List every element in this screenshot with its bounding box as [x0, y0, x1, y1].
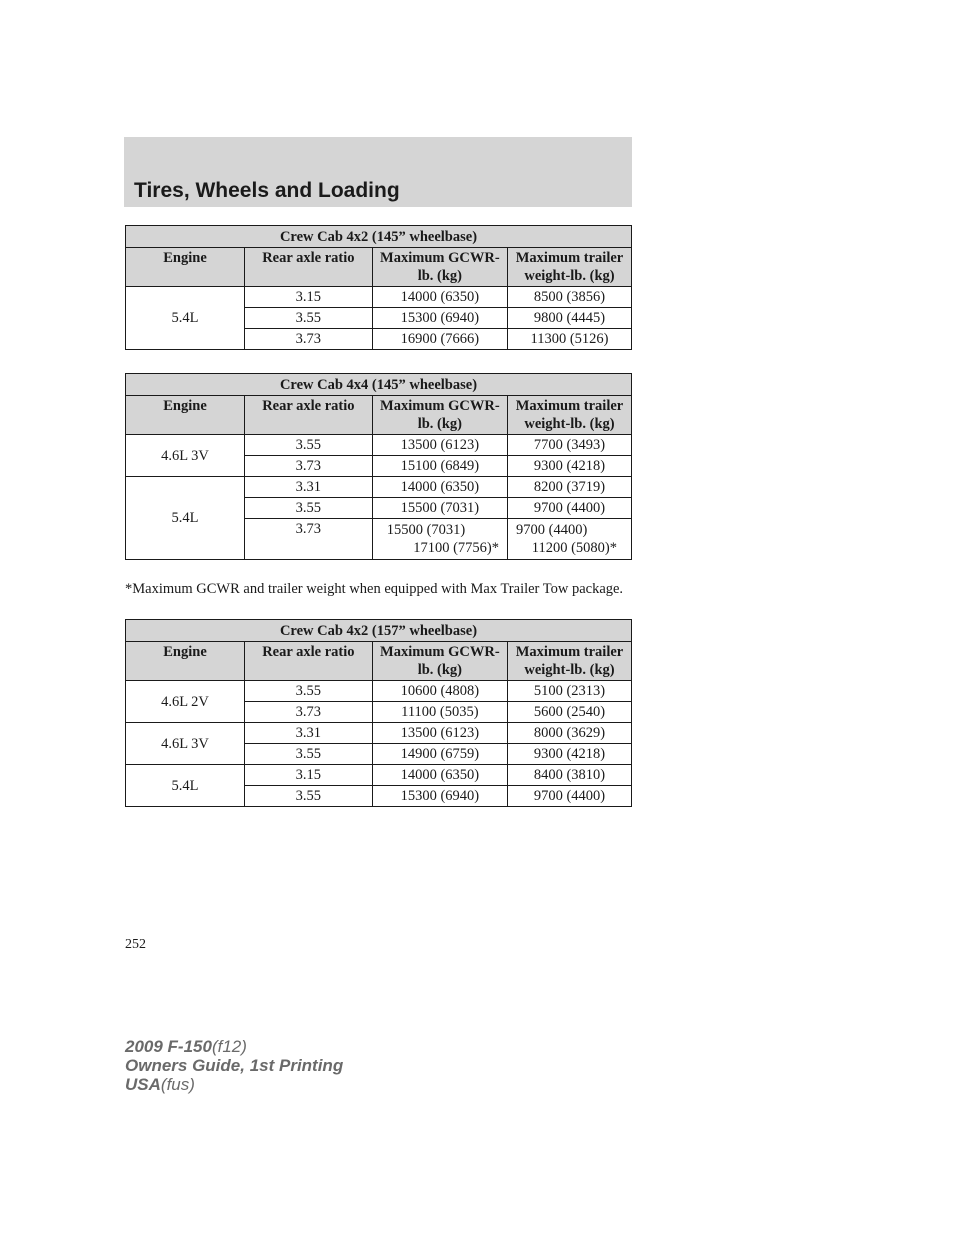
axle-ratio-cell: 3.73 — [245, 519, 373, 560]
gcwr-cell: 10600 (4808) — [372, 681, 507, 702]
axle-ratio-cell: 3.73 — [245, 456, 373, 477]
axle-ratio-cell: 3.55 — [245, 681, 373, 702]
trailer-weight-cell: 11300 (5126) — [508, 329, 632, 350]
column-header-engine: Engine — [126, 642, 245, 681]
column-header-axle-ratio: Rear axle ratio — [245, 248, 373, 287]
table-title: Crew Cab 4x2 (145” wheelbase) — [126, 226, 632, 248]
trailer-weight-cell — [508, 519, 632, 560]
gcwr-cell: 11100 (5035) — [372, 702, 507, 723]
footer-market: USA — [125, 1075, 161, 1094]
trailer-weight-cell: 9300 (4218) — [508, 744, 632, 765]
axle-ratio-cell: 3.55 — [245, 786, 373, 807]
gcwr-cell: 15300 (6940) — [372, 786, 507, 807]
gcwr-max-trailer-tow: 17100 (7756)* — [413, 540, 499, 556]
gcwr-standard: 15500 (7031) — [386, 522, 466, 538]
gcwr-cell: 15100 (6849) — [372, 456, 507, 477]
trailer-weight-cell: 9700 (4400) — [508, 498, 632, 519]
trailer-weight-cell: 7700 (3493) — [508, 435, 632, 456]
footnote: *Maximum GCWR and trailer weight when equipped with Max Trailer Tow package. — [125, 581, 624, 597]
section-header-band — [124, 137, 632, 207]
gcwr-cell: 14900 (6759) — [372, 744, 507, 765]
column-header-axle-ratio: Rear axle ratio — [245, 642, 373, 681]
table-row — [126, 723, 632, 744]
trailer-weight-max-trailer-tow: 11200 (5080)* — [531, 540, 617, 556]
footer-market-code: (fus) — [160, 1075, 195, 1094]
footer-model: 2009 F-150 — [125, 1037, 212, 1056]
footer-guide: Owners Guide, 1st Printing — [125, 1056, 344, 1075]
section-title: Tires, Wheels and Loading — [134, 179, 400, 202]
table-row — [126, 435, 632, 456]
table-row — [126, 477, 632, 498]
towing-table-crew-cab-4x2-145 — [125, 225, 632, 350]
gcwr-cell: 14000 (6350) — [372, 477, 507, 498]
engine-cell: 5.4L — [126, 477, 245, 560]
axle-ratio-cell: 3.15 — [245, 765, 373, 786]
column-header-engine: Engine — [126, 396, 245, 435]
column-header-gcwr: Maximum GCWR-lb. (kg) — [372, 396, 507, 435]
print-footer — [125, 1037, 343, 1094]
gcwr-cell: 14000 (6350) — [372, 287, 507, 308]
trailer-weight-cell: 8200 (3719) — [508, 477, 632, 498]
axle-ratio-cell: 3.55 — [245, 308, 373, 329]
trailer-weight-cell: 5100 (2313) — [508, 681, 632, 702]
trailer-weight-cell: 8000 (3629) — [508, 723, 632, 744]
table-row — [126, 681, 632, 702]
page-number: 252 — [125, 937, 146, 952]
column-header-gcwr: Maximum GCWR-lb. (kg) — [372, 642, 507, 681]
engine-cell: 5.4L — [126, 765, 245, 807]
engine-cell: 4.6L 3V — [126, 435, 245, 477]
column-header-engine: Engine — [126, 248, 245, 287]
footer-model-code: (f12) — [211, 1037, 247, 1056]
axle-ratio-cell: 3.55 — [245, 498, 373, 519]
axle-ratio-cell: 3.15 — [245, 287, 373, 308]
gcwr-cell: 16900 (7666) — [372, 329, 507, 350]
table-row — [126, 287, 632, 308]
gcwr-cell: 15500 (7031) — [372, 498, 507, 519]
towing-table-crew-cab-4x2-157 — [125, 619, 632, 807]
axle-ratio-cell: 3.31 — [245, 723, 373, 744]
column-header-gcwr: Maximum GCWR-lb. (kg) — [372, 248, 507, 287]
axle-ratio-cell: 3.73 — [245, 329, 373, 350]
gcwr-cell: 14000 (6350) — [372, 765, 507, 786]
engine-cell: 4.6L 3V — [126, 723, 245, 765]
gcwr-cell — [372, 519, 507, 560]
table-title: Crew Cab 4x4 (145” wheelbase) — [126, 374, 632, 396]
gcwr-cell: 15300 (6940) — [372, 308, 507, 329]
axle-ratio-cell: 3.55 — [245, 435, 373, 456]
trailer-weight-cell: 9300 (4218) — [508, 456, 632, 477]
column-header-trailer-weight: Maximum trailer weight-lb. (kg) — [508, 642, 632, 681]
axle-ratio-cell: 3.73 — [245, 702, 373, 723]
table-title: Crew Cab 4x2 (157” wheelbase) — [126, 620, 632, 642]
trailer-weight-cell: 9700 (4400) — [508, 786, 632, 807]
towing-table-crew-cab-4x4-145 — [125, 373, 632, 560]
column-header-trailer-weight: Maximum trailer weight-lb. (kg) — [508, 248, 632, 287]
column-header-axle-ratio: Rear axle ratio — [245, 396, 373, 435]
column-header-trailer-weight: Maximum trailer weight-lb. (kg) — [508, 396, 632, 435]
engine-cell: 4.6L 2V — [126, 681, 245, 723]
trailer-weight-standard: 9700 (4400) — [516, 522, 588, 538]
trailer-weight-cell: 8400 (3810) — [508, 765, 632, 786]
gcwr-cell: 13500 (6123) — [372, 435, 507, 456]
trailer-weight-cell: 8500 (3856) — [508, 287, 632, 308]
trailer-weight-cell: 5600 (2540) — [508, 702, 632, 723]
axle-ratio-cell: 3.55 — [245, 744, 373, 765]
gcwr-cell: 13500 (6123) — [372, 723, 507, 744]
axle-ratio-cell: 3.31 — [245, 477, 373, 498]
trailer-weight-cell: 9800 (4445) — [508, 308, 632, 329]
table-row — [126, 765, 632, 786]
engine-cell: 5.4L — [126, 287, 245, 350]
